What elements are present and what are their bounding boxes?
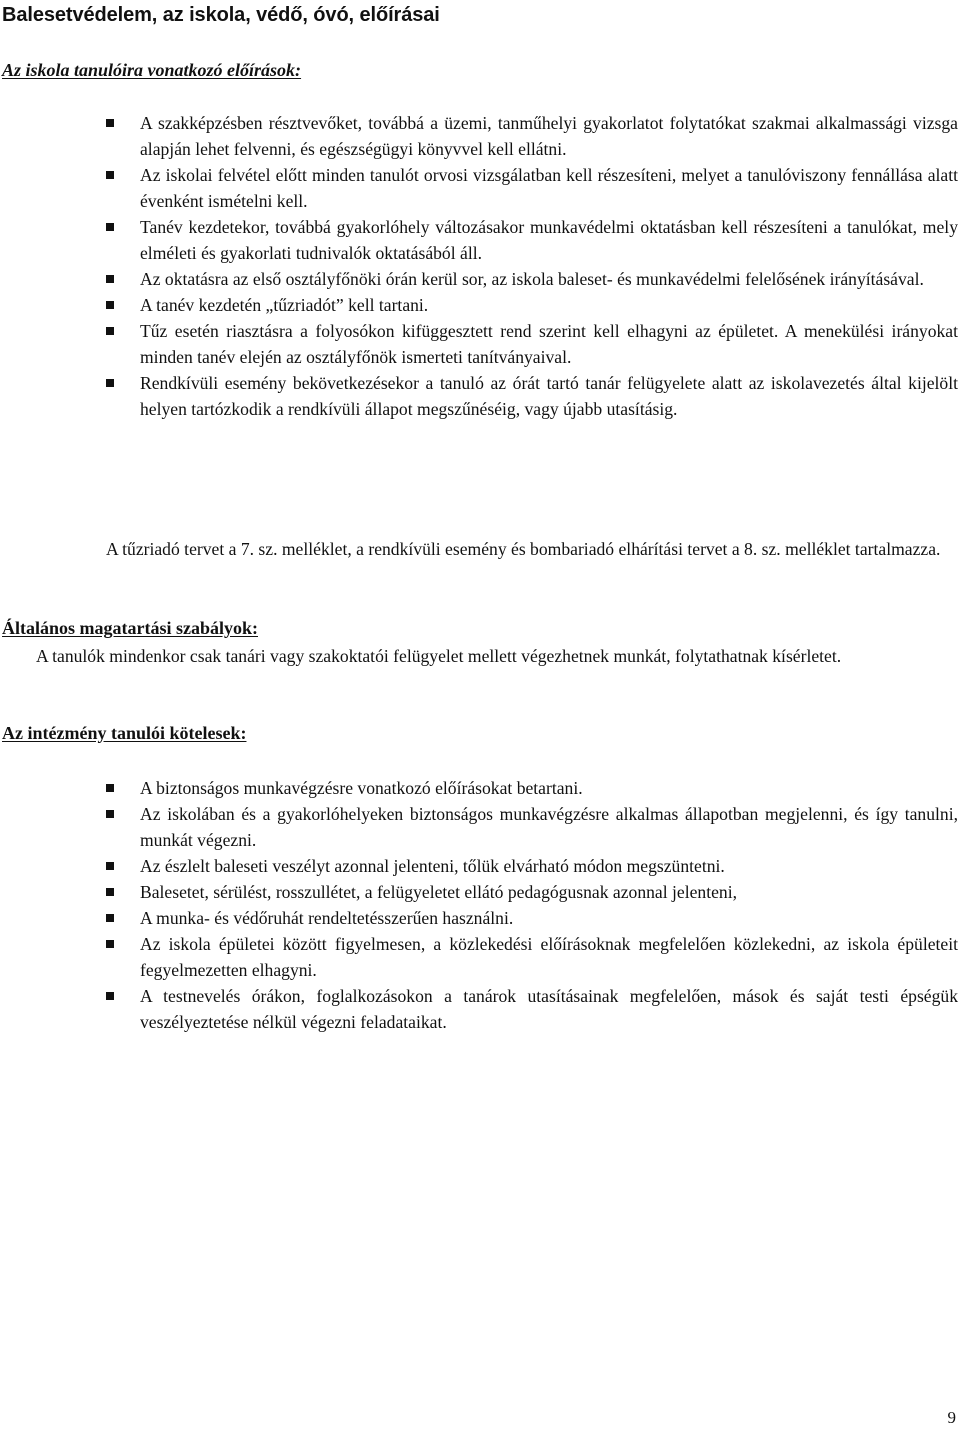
list-item-text: Az oktatásra az első osztályfőnöki órán kerül sor, az iskola baleset- és munkavédelmi felelősének irányításával.: [140, 269, 924, 289]
square-bullet-icon: [106, 940, 114, 948]
list-item: [0, 292, 960, 318]
square-bullet-icon: [106, 992, 114, 1000]
square-bullet-icon: [106, 862, 114, 870]
square-bullet-icon: [106, 888, 114, 896]
square-bullet-icon: [106, 810, 114, 818]
obligations-heading: Az intézmény tanulói kötelesek:: [2, 723, 247, 743]
list-item-text: Tanév kezdetekor, továbbá gyakorlóhely változásakor munkavédelmi oktatásban kell részesíteni a tanulókat, mely elméleti és gyakorlati tudnivalók oktatásából áll.: [140, 217, 958, 263]
page-number: 9: [947, 1408, 956, 1427]
students-rules-heading: Az iskola tanulóira vonatkozó előírások:: [2, 60, 302, 80]
list-item-text: Az észlelt baleseti veszélyt azonnal jelenteni, tőlük elvárható módon megszüntetni.: [140, 856, 725, 876]
list-item-text: Rendkívüli esemény bekövetkezésekor a tanuló az órát tartó tanár felügyelete alatt az iskolavezetés által kijelölt helyen tartózkodik a rendkívüli állapot megszűnéséig, vagy újabb utasításig.: [140, 373, 958, 419]
list-item: [0, 162, 960, 214]
list-item-text: Az iskolában és a gyakorlóhelyeken biztonságos munkavégzésre alkalmas állapotban megjelenni, és így tanulni, munkát végezni.: [140, 804, 958, 850]
square-bullet-icon: [106, 119, 114, 127]
list-item-text: A testnevelés órákon, foglalkozásokon a tanárok utasításainak megfelelően, mások és saját testi épségük veszélyeztetése nélkül végezni feladataikat.: [140, 986, 958, 1032]
students-rules-list: [0, 110, 960, 422]
list-item-text: Az iskolai felvétel előtt minden tanulót orvosi vizsgálatban kell részesíteni, melyet a tanulóviszony fennállása alatt évenként ismételni kell.: [140, 165, 958, 211]
list-item: [0, 853, 960, 879]
fire-drill-note: A tűzriadó tervet a 7. sz. melléklet, a rendkívüli esemény és bombariadó elhárítási tervet a 8. sz. melléklet tartalmazza.: [106, 539, 941, 559]
square-bullet-icon: [106, 223, 114, 231]
list-item: [0, 801, 960, 853]
list-item: [0, 879, 960, 905]
obligations-list: [0, 775, 960, 1035]
list-item-text: Balesetet, sérülést, rosszullétet, a felügyeletet ellátó pedagógusnak azonnal jelenteni,: [140, 882, 737, 902]
list-item-text: A tanév kezdetén „tűzriadót” kell tartani.: [140, 295, 429, 315]
square-bullet-icon: [106, 301, 114, 309]
list-item-text: A biztonságos munkavégzésre vonatkozó előírásokat betartani.: [140, 778, 583, 798]
list-item: [0, 370, 960, 422]
list-item: [0, 931, 960, 983]
square-bullet-icon: [106, 784, 114, 792]
list-item: [0, 110, 960, 162]
list-item: [0, 905, 960, 931]
list-item-text: Tűz esetén riasztásra a folyosókon kifüggesztett rend szerint kell elhagyni az épületet. A menekülési irányokat minden tanév elején az osztályfőnök ismerteti tanítványaival.: [140, 321, 958, 367]
square-bullet-icon: [106, 379, 114, 387]
list-item: [0, 318, 960, 370]
list-item: [0, 983, 960, 1035]
square-bullet-icon: [106, 275, 114, 283]
document-title: Balesetvédelem, az iskola, védő, óvó, előírásai: [2, 4, 440, 26]
list-item: [0, 266, 960, 292]
list-item: [0, 214, 960, 266]
list-item: [0, 775, 960, 801]
square-bullet-icon: [106, 914, 114, 922]
list-item-text: Az iskola épületei között figyelmesen, a közlekedési előírásoknak megfelelően közlekedni, az iskola épületeit fegyelmezetten elhagyni.: [140, 934, 958, 980]
list-item-text: A szakképzésben résztvevőket, továbbá a üzemi, tanműhelyi gyakorlatot folytatókat szakmai alkalmassági vizsga alapján lehet felvenni, és egészségügyi könyvvel kell ellátni.: [140, 113, 958, 159]
general-behavior-text: A tanulók mindenkor csak tanári vagy szakoktatói felügyelet mellett végezhetnek munkát, folytathatnak kísérletet.: [36, 646, 842, 666]
square-bullet-icon: [106, 171, 114, 179]
square-bullet-icon: [106, 327, 114, 335]
list-item-text: A munka- és védőruhát rendeltetésszerűen használni.: [140, 908, 514, 928]
general-behavior-heading: Általános magatartási szabályok:: [2, 618, 258, 638]
